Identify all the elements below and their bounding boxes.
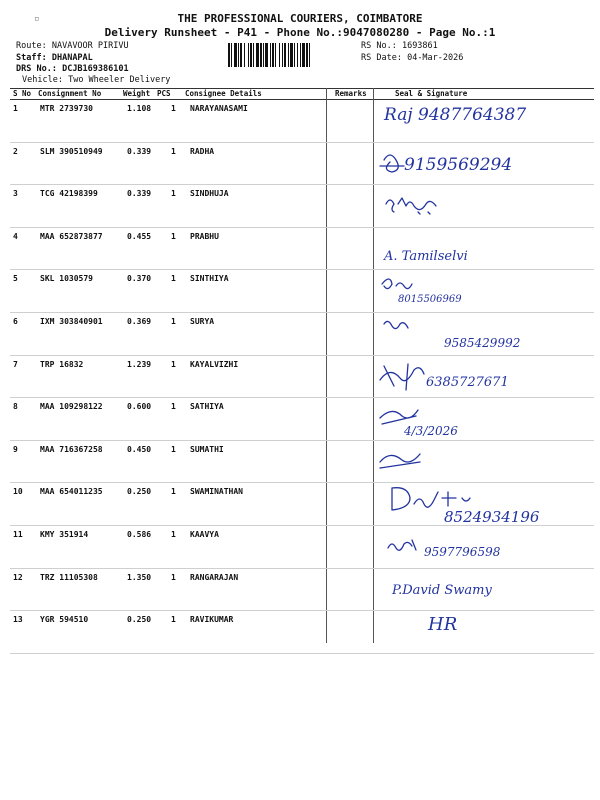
sno-cell: 11 <box>13 530 23 539</box>
route-value: NAVAVOOR PIRIVU <box>51 41 129 51</box>
route-label: Route: <box>16 41 47 51</box>
pcs-cell: 1 <box>171 487 176 497</box>
signature-8: 4/3/2026 <box>404 424 458 438</box>
consignee-cell: SWAMINATHAN <box>190 487 243 497</box>
consignment-cell: IXM 303840901 <box>40 317 103 326</box>
barcode-bar <box>284 43 286 67</box>
consignee-cell: KAYALVIZHI <box>190 359 239 369</box>
vehicle-value: Two Wheeler Delivery <box>68 75 171 85</box>
table-row <box>10 313 594 356</box>
consignee-cell: RAVIKUMAR <box>190 615 234 625</box>
rs-date-line <box>361 53 463 63</box>
barcode-bar <box>231 43 232 67</box>
sno-cell: 6 <box>13 317 18 326</box>
header-consignee: Consignee Details <box>185 89 262 98</box>
barcode-bar <box>263 43 264 67</box>
vehicle-line <box>22 75 170 85</box>
consignment-cell: KMY 351914 <box>40 530 89 539</box>
signature-4: A. Tamilselvi <box>384 249 468 264</box>
consignment-cell: MAA 109298122 <box>40 402 103 412</box>
pcs-cell: 1 <box>171 444 176 454</box>
table-row <box>10 569 594 612</box>
barcode-bar <box>290 43 293 67</box>
consignee-cell: RADHA <box>190 146 215 156</box>
consignee-cell: KAAVYA <box>190 530 219 539</box>
signature-10: 8524934196 <box>444 508 540 526</box>
weight-cell: 0.250 <box>127 487 152 497</box>
consignment-cell: MAA 654011235 <box>40 487 103 497</box>
rs-no-value: 1693861 <box>401 41 438 51</box>
table-row <box>10 441 594 484</box>
table-row <box>10 143 594 186</box>
pcs-cell: 1 <box>171 146 176 156</box>
barcode-bar <box>253 43 254 67</box>
sno-cell: 4 <box>13 231 18 241</box>
barcode-bar <box>234 43 237 67</box>
pcs-cell: 1 <box>171 530 176 539</box>
weight-cell: 0.600 <box>127 402 152 412</box>
pcs-cell: 1 <box>171 274 176 284</box>
pcs-cell: 1 <box>171 189 176 199</box>
consignee-cell: SINTHIYA <box>190 274 229 284</box>
weight-cell: 0.450 <box>127 444 152 454</box>
signature-5: 8015506969 <box>398 294 462 305</box>
staff-value: DHANAPAL <box>51 53 93 63</box>
sno-cell: 3 <box>13 189 18 199</box>
consignee-cell: PRABHU <box>190 231 219 241</box>
barcode-bar <box>297 43 298 67</box>
weight-cell: 0.339 <box>127 146 152 156</box>
barcode-bar <box>260 43 262 67</box>
barcode-bar <box>279 43 280 67</box>
barcode-bar <box>288 43 289 67</box>
weight-cell: 1.108 <box>127 104 152 113</box>
barcode-bar <box>250 43 252 67</box>
table-row <box>10 100 594 143</box>
signature-12: P.David Swamy <box>392 583 492 598</box>
barcode-bar <box>300 43 301 67</box>
weight-cell: 0.370 <box>127 274 152 284</box>
pcs-cell: 1 <box>171 104 176 113</box>
scan-mark: ▫ <box>34 14 40 24</box>
consignment-cell: MAA 716367258 <box>40 444 103 454</box>
barcode-bar <box>265 43 268 67</box>
barcode-bar <box>309 43 310 67</box>
weight-cell: 1.350 <box>127 572 152 582</box>
consignment-cell: MAA 652873877 <box>40 231 103 241</box>
table-row <box>10 611 594 654</box>
table-row <box>10 228 594 271</box>
barcode-bar <box>248 43 249 67</box>
consignee-cell: NARAYANASAMI <box>190 104 248 113</box>
signature-13: HR <box>428 614 458 635</box>
staff-line <box>16 53 93 63</box>
consignment-cell: TRP 16832 <box>40 359 84 369</box>
sno-cell: 12 <box>13 572 23 582</box>
consignee-cell: SATHIYA <box>190 402 224 412</box>
rs-no-line <box>361 41 438 51</box>
sno-cell: 5 <box>13 274 18 284</box>
barcode-bar <box>275 43 276 67</box>
delivery-table <box>10 88 594 648</box>
weight-cell: 0.369 <box>127 317 152 326</box>
barcode-bar <box>270 43 271 67</box>
company-title: THE PROFESSIONAL COURIERS, COIMBATORE <box>177 12 423 25</box>
barcode-bar <box>240 43 242 67</box>
consignee-cell: RANGARAJAN <box>190 572 239 582</box>
table-row <box>10 526 594 569</box>
table-row <box>10 270 594 313</box>
consignment-cell: SKL 1030579 <box>40 274 93 284</box>
table-row <box>10 185 594 228</box>
vehicle-label: Vehicle: <box>22 75 63 85</box>
weight-cell: 0.250 <box>127 615 152 625</box>
consignment-cell: YGR 594510 <box>40 615 89 625</box>
consignee-cell: SURYA <box>190 317 215 326</box>
drs-value: DCJB169386101 <box>62 64 129 74</box>
table-row <box>10 483 594 526</box>
signature-2: 9159569294 <box>404 155 513 175</box>
sno-cell: 10 <box>13 487 23 497</box>
rs-no-label: RS No.: <box>361 41 397 51</box>
weight-cell: 0.455 <box>127 231 152 241</box>
sno-cell: 13 <box>13 615 23 625</box>
header-remarks: Remarks <box>335 89 367 98</box>
header-consignment: Consignment No <box>38 89 102 98</box>
pcs-cell: 1 <box>171 359 176 369</box>
barcode-bar <box>244 43 245 67</box>
barcode-bar <box>282 43 283 67</box>
runsheet-title: Delivery Runsheet - P41 - Phone No.:9047080280 - Page No.:1 <box>104 26 496 39</box>
pcs-cell: 1 <box>171 615 176 625</box>
barcode-image <box>228 43 356 67</box>
consignment-cell: SLM 390510949 <box>40 146 103 156</box>
header-weight: Weight <box>123 89 151 98</box>
consignee-cell: SUMATHI <box>190 444 224 454</box>
pcs-cell: 1 <box>171 231 176 241</box>
weight-cell: 1.239 <box>127 359 152 369</box>
sno-cell: 2 <box>13 146 18 156</box>
rs-date-label: RS Date: <box>361 53 402 63</box>
barcode-bar <box>302 43 305 67</box>
header-pcs: PCS <box>157 89 171 98</box>
signature-11: 9597796598 <box>424 545 501 559</box>
sno-cell: 7 <box>13 359 18 369</box>
consignment-cell: TRZ 11105308 <box>40 572 98 582</box>
drs-label: DRS No.: <box>16 64 57 74</box>
rs-date-value: 04-Mar-2026 <box>407 53 464 63</box>
pcs-cell: 1 <box>171 317 176 326</box>
pcs-cell: 1 <box>171 572 176 582</box>
barcode-bar <box>238 43 239 67</box>
barcode-bar <box>228 43 230 67</box>
barcode-bar <box>306 43 308 67</box>
sno-cell: 1 <box>13 104 18 113</box>
staff-label: Staff: <box>16 53 47 63</box>
table-row <box>10 356 594 399</box>
consignment-cell: MTR 2739730 <box>40 104 93 113</box>
barcode-bar <box>272 43 274 67</box>
route-line <box>16 41 129 51</box>
header-signature: Seal & Signature <box>395 89 468 98</box>
barcode-bar <box>256 43 259 67</box>
weight-cell: 0.339 <box>127 189 152 199</box>
pcs-cell: 1 <box>171 402 176 412</box>
barcode-bar <box>294 43 295 67</box>
sno-cell: 8 <box>13 402 18 412</box>
signature-1: Raj 9487764387 <box>384 105 527 125</box>
table-row <box>10 398 594 441</box>
signature-6: 9585429992 <box>444 336 521 350</box>
sno-cell: 9 <box>13 444 18 454</box>
consignment-cell: TCG 42198399 <box>40 189 98 199</box>
row-divider <box>10 653 594 654</box>
weight-cell: 0.586 <box>127 530 152 539</box>
header-sno: S No <box>13 89 32 98</box>
signature-7: 6385727671 <box>426 375 509 390</box>
drs-line <box>16 64 129 74</box>
consignee-cell: SINDHUJA <box>190 189 229 199</box>
